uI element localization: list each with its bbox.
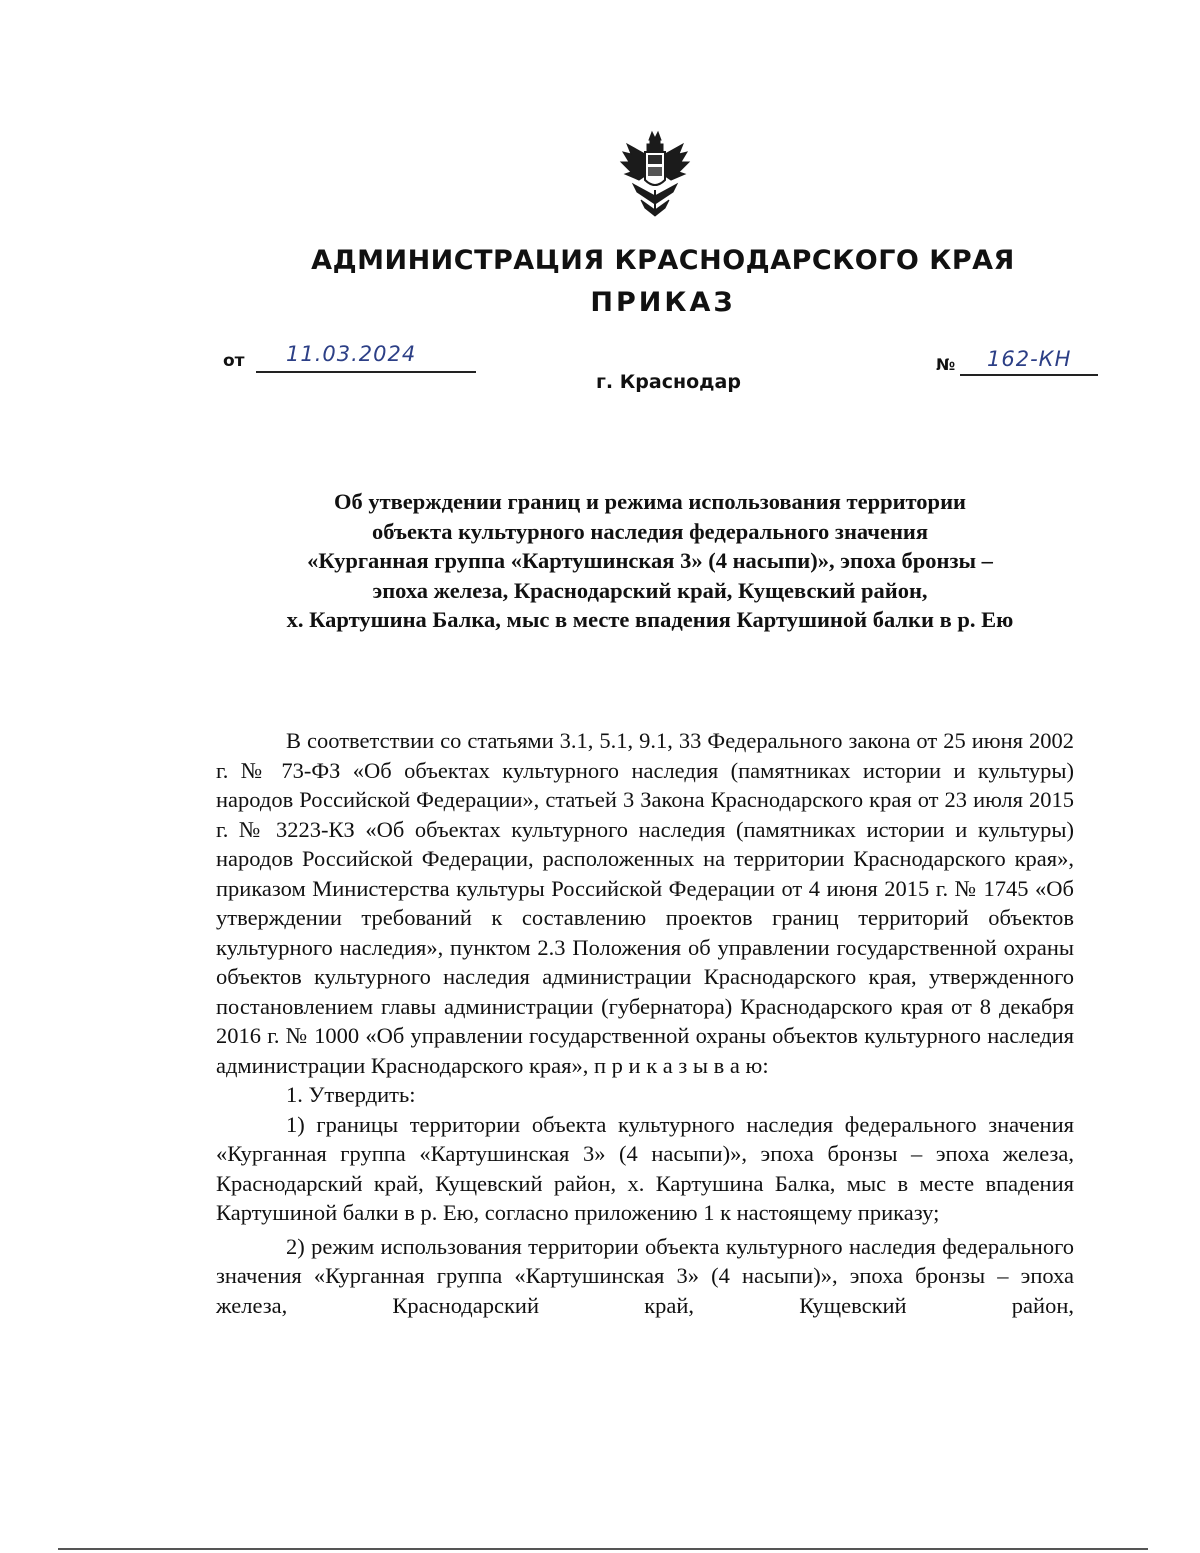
item-1-1-paragraph: 1) границы территории объекта культурного наследия федерального значения «Курганная группа «Картушинская 3» (4 насыпи)», эпоха бронзы – эпоха железа, Краснодарский край, Кущевский район, х. Картушина Балка, мыс в месте впадения Картушиной балки в р. Ею, согласно приложению 1 к настоящему приказу; [216, 1111, 1074, 1225]
page-bottom-rule [58, 1548, 1148, 1550]
item-1-paragraph: 1. Утвердить: [286, 1082, 416, 1107]
document-subject [200, 487, 1100, 635]
date-value: 11.03.2024 [286, 342, 417, 366]
date-label: от [223, 351, 245, 371]
subject-line: х. Картушина Балка, мыс в месте впадения Картушиной балки в р. Ею [286, 607, 1014, 632]
document-kind: ПРИКАЗ [590, 287, 736, 318]
subject-line: «Курганная группа «Картушинская 3» (4 насыпи)», эпоха бронзы – [307, 548, 993, 573]
preamble-paragraph: В соответствии со статьями 3.1, 5.1, 9.1, 33 Федерального закона от 25 июня 2002 г. № 73-ФЗ «Об объектах культурного наследия (памятниках истории и культуры) народов Российской Федерации», статьей 3 Закона Краснодарского края от 23 июля 2015 г. № 3223-КЗ «Об объектах культурного наследия (памятниках истории и культуры) народов Российской Федерации, расположенных на территории Краснодарского края», приказом Министерства культуры Российской Федерации от 4 июня 2015 г. № 1745 «Об утверждении требований к составлению проектов границ территорий объектов культурного наследия», пунктом 2.3 Положения об управлении государственной охраны объектов культурного наследия администрации Краснодарского края, утвержденного постановлением главы администрации (губернатора) Краснодарского края от 8 декабря 2016 г. № 1000 «Об управлении государственной охраны объектов культурного наследия администрации Краснодарского края», п р и к а з ы в а ю: [216, 728, 1074, 1078]
item-1-2-paragraph: 2) режим использования территории объекта культурного наследия федерального значения «Курганная группа «Картушинская 3» (4 насыпи)», эпоха бронзы – эпоха железа, Краснодарский край, Кущевский район, [216, 1233, 1074, 1318]
subject-line: эпоха железа, Краснодарский край, Кущевский район, [372, 577, 928, 603]
subject-line: Об утверждении границ и режима использования территории [333, 489, 967, 514]
number-value: 162-КН [987, 347, 1072, 371]
city-name: г. Краснодар [596, 371, 741, 393]
number-label: № [936, 355, 956, 374]
coat-of-arms-icon [619, 130, 691, 218]
organization-title: АДМИНИСТРАЦИЯ КРАСНОДАРСКОГО КРАЯ [311, 245, 1015, 276]
document-body [216, 726, 1074, 1320]
subject-line: объекта культурного наследия федерального значения [371, 518, 929, 544]
